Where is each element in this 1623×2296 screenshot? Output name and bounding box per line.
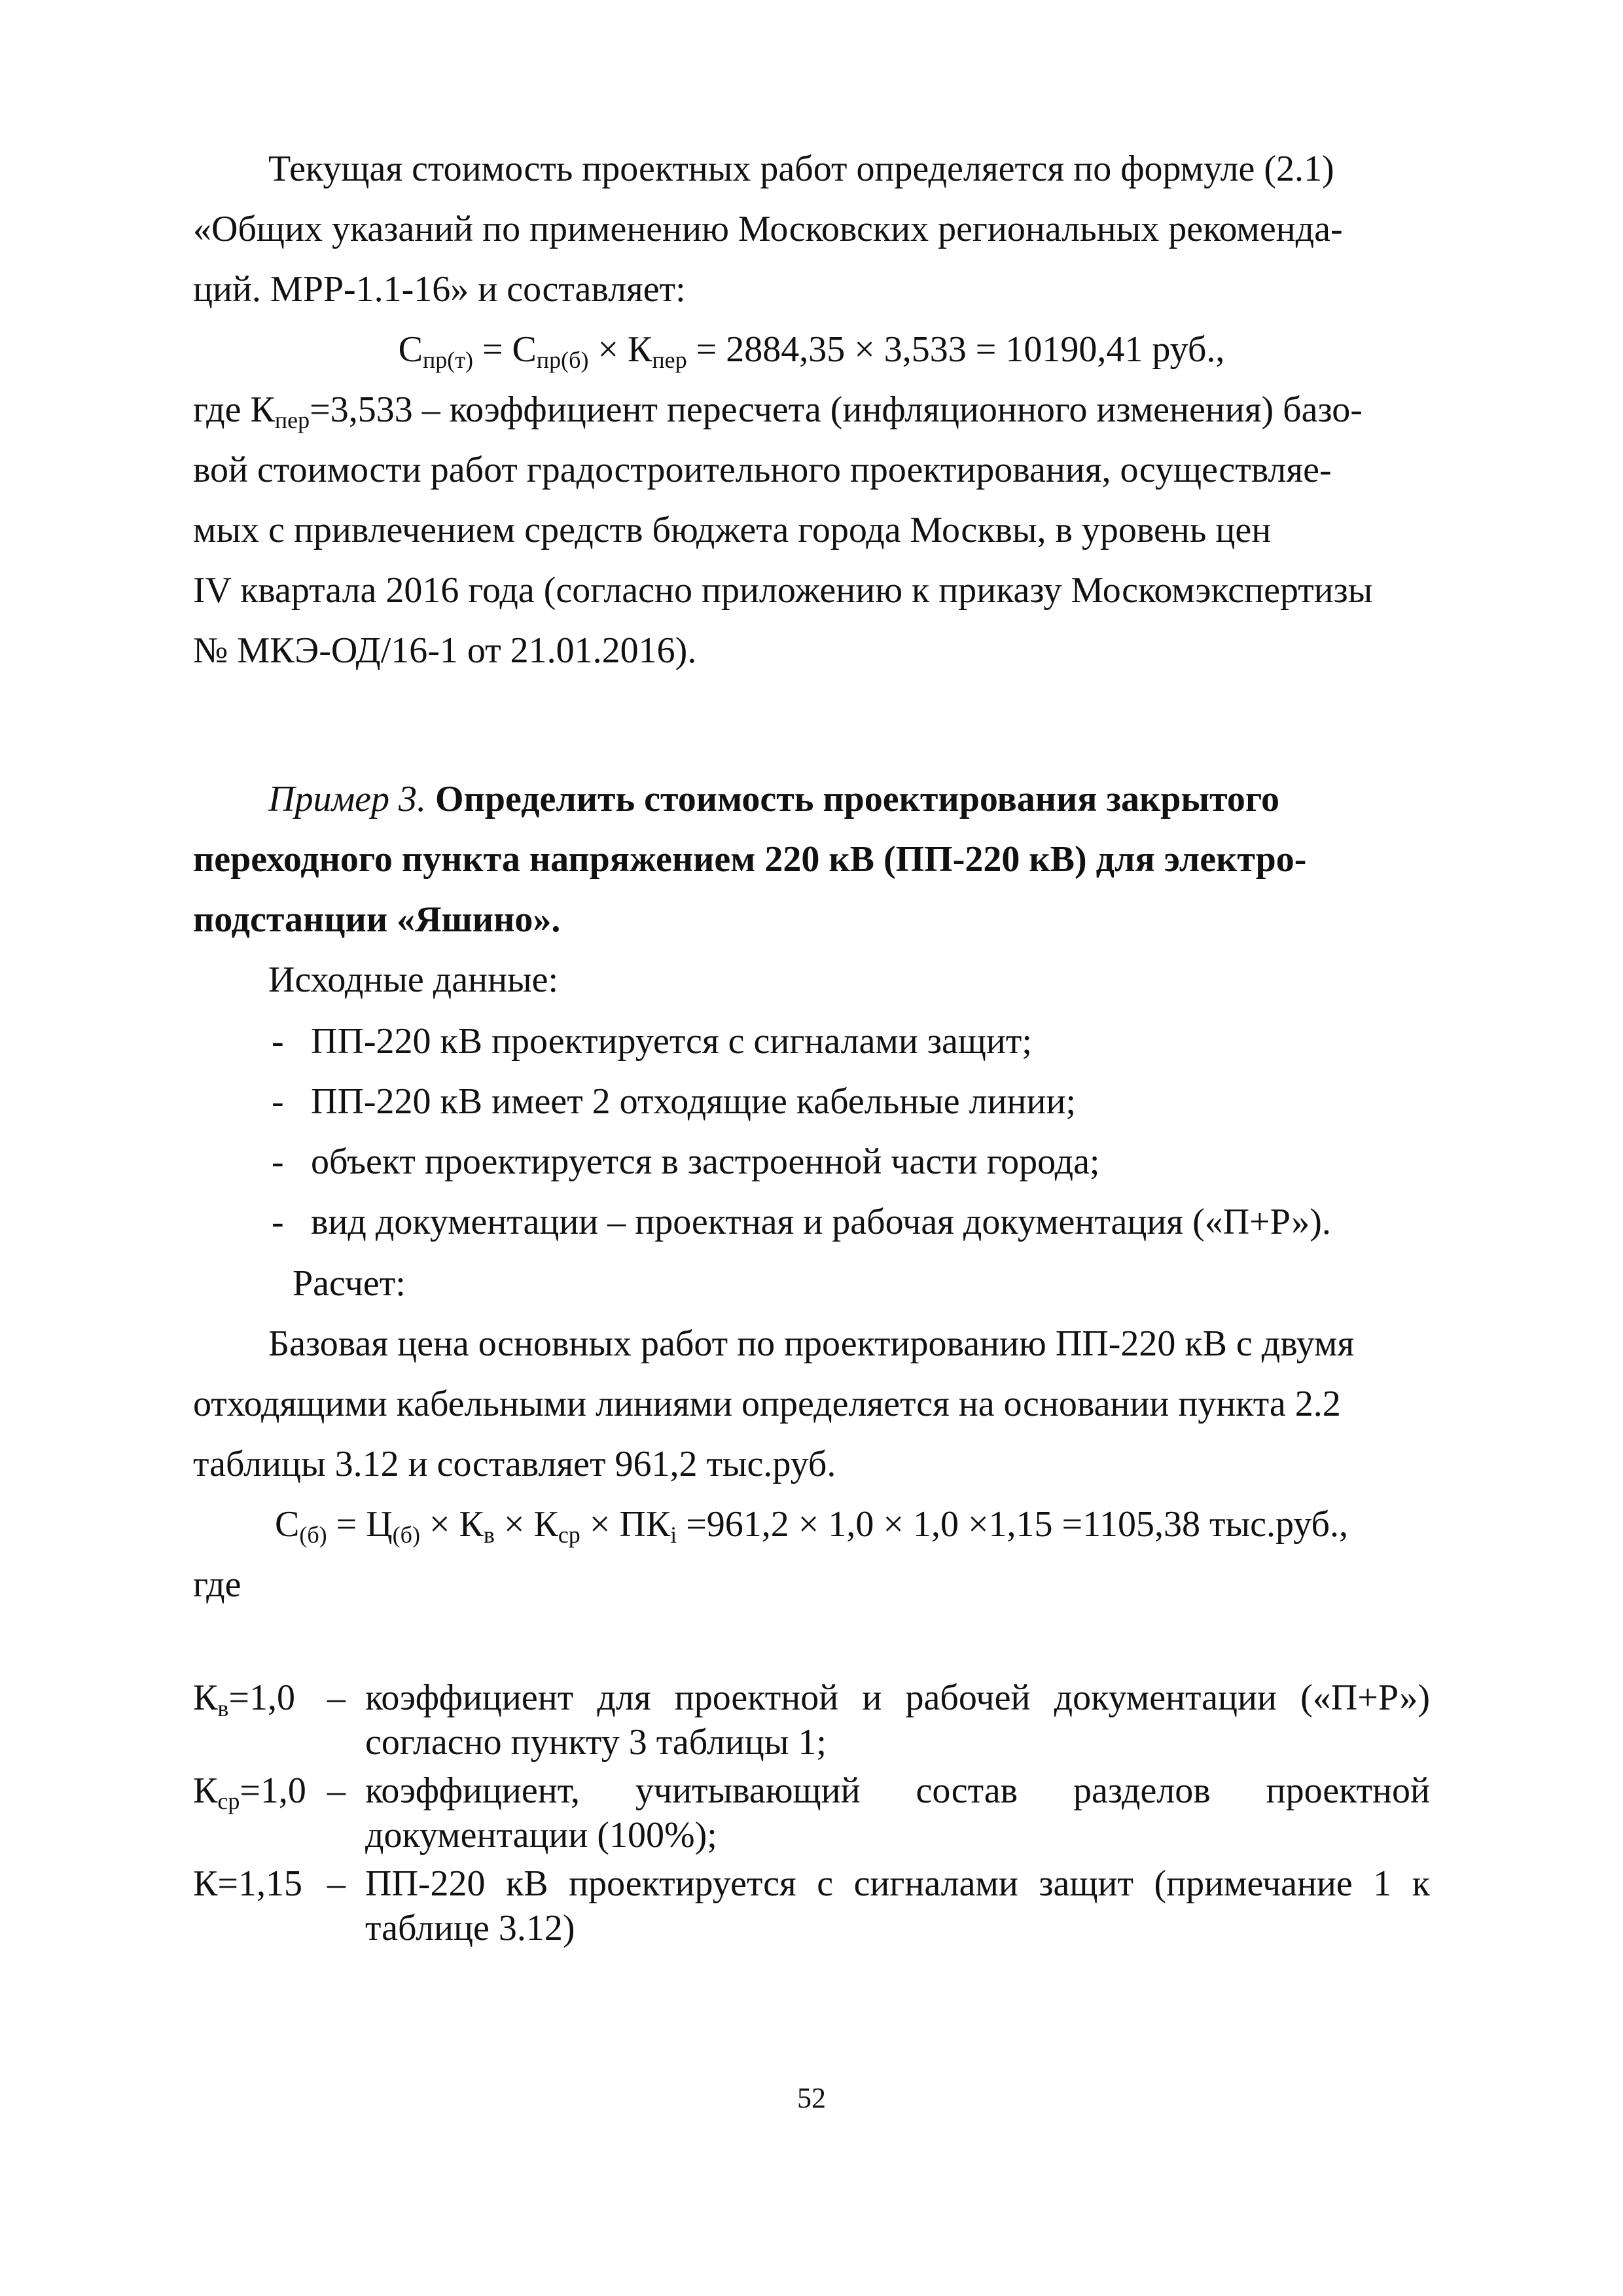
definition-text: коэффициент, учитывающий состав разделов проектной документации (100%);: [365, 1770, 1430, 1856]
page-number: 52: [797, 2082, 826, 2114]
example-label: Пример 3.: [268, 779, 427, 819]
calc-heading: Расчет:: [293, 1263, 406, 1304]
formula-base-cost: $С_{(б)} = Ц_{(б)} \times К_в \times К_{ср} \times ПК_i =961,2 \times 1,0 \times 1,0 \times 1,15 =1105,38$ тыс.руб.,: [274, 1504, 1349, 1548]
where-label: где: [193, 1564, 241, 1605]
definition-symbol: $К_{ср}=1,0$: [193, 1770, 306, 1814]
definition-text: ПП-220 кВ проектируется с сигналами защит (примечание 1 к таблице 3.12): [365, 1863, 1430, 1948]
definition-row: $К_{ср}=1,0$ – коэффициент, учитывающий состав разделов проектной документации (100%);: [193, 1768, 1430, 1857]
intro-line-3: ций. МРР-1.1-16» и составляет:: [193, 269, 686, 310]
coefficient-definitions: [193, 1676, 1430, 1954]
example-line-2: переходного пункта напряжением 220 кВ (ПП-220 кВ) для электро-: [193, 839, 1307, 880]
calculation-section: [193, 1253, 1430, 1615]
definition-symbol: К=1,15: [193, 1863, 302, 1904]
example-line-1: Пример 3. Определить стоимость проектирования закрытого: [268, 779, 1279, 819]
definition-row: $К_в=1,0$ – коэффициент для проектной и рабочей документации («П+Р») согласно пункту 3 таблицы 1;: [193, 1676, 1430, 1765]
explain-line-1: где $К_{пер}=3,533$ – коэффициент пересчета (инфляционного изменения) базо-: [193, 389, 1363, 433]
initial-data-heading: Исходные данные:: [268, 960, 559, 1000]
base-line-2: отходящими кабельными линиями определяется на основании пункта 2.2: [193, 1384, 1341, 1424]
intro-line-1: Текущая стоимость проектных работ определяется по формуле (2.1): [268, 149, 1334, 189]
intro-line-2: «Общих указаний по применению Московских региональных рекоменда-: [193, 209, 1343, 249]
explain-line-5: № МКЭ-ОД/16-1 от 21.01.2016).: [193, 630, 697, 671]
base-line-1: Базовая цена основных работ по проектированию ПП-220 кВ с двумя: [268, 1323, 1355, 1364]
example-line-3: подстанции «Яшино».: [193, 899, 561, 940]
explain-line-2: вой стоимости работ градостроительного проектирования, осуществляе-: [193, 450, 1332, 490]
example-heading: [193, 769, 1430, 1010]
list-item: - ПП-220 кВ имеет 2 отходящие кабельные линии;: [272, 1081, 1076, 1122]
intro-paragraph: [193, 139, 1430, 681]
initial-data-list: [272, 1011, 1430, 1252]
definition-row: К=1,15 – ПП-220 кВ проектируется с сигналами защит (примечание 1 к таблице 3.12): [193, 1861, 1430, 1950]
list-item: - объект проектируется в застроенной части города;: [272, 1141, 1100, 1182]
list-item: - ПП-220 кВ проектируется с сигналами защит;: [272, 1021, 1032, 1062]
explain-line-4: IV квартала 2016 года (согласно приложению к приказу Москомэкспертизы: [193, 570, 1373, 611]
base-line-3: таблицы 3.12 и составляет 961,2 тыс.руб.: [193, 1444, 836, 1484]
definition-symbol: $К_в=1,0$: [193, 1677, 295, 1721]
definition-text: коэффициент для проектной и рабочей документации («П+Р») согласно пункту 3 таблицы 1;: [365, 1677, 1430, 1763]
explain-line-3: мых с привлечением средств бюджета города Москвы, в уровень цен: [193, 510, 1272, 550]
list-item: - вид документации – проектная и рабочая документация («П+Р»).: [272, 1202, 1331, 1242]
formula-current-cost: $С_{пр(т)} = С_{пр(б)} \times К_{пер} = 2884,35 \times 3,533 = 10190,41$ руб.,: [398, 329, 1225, 373]
